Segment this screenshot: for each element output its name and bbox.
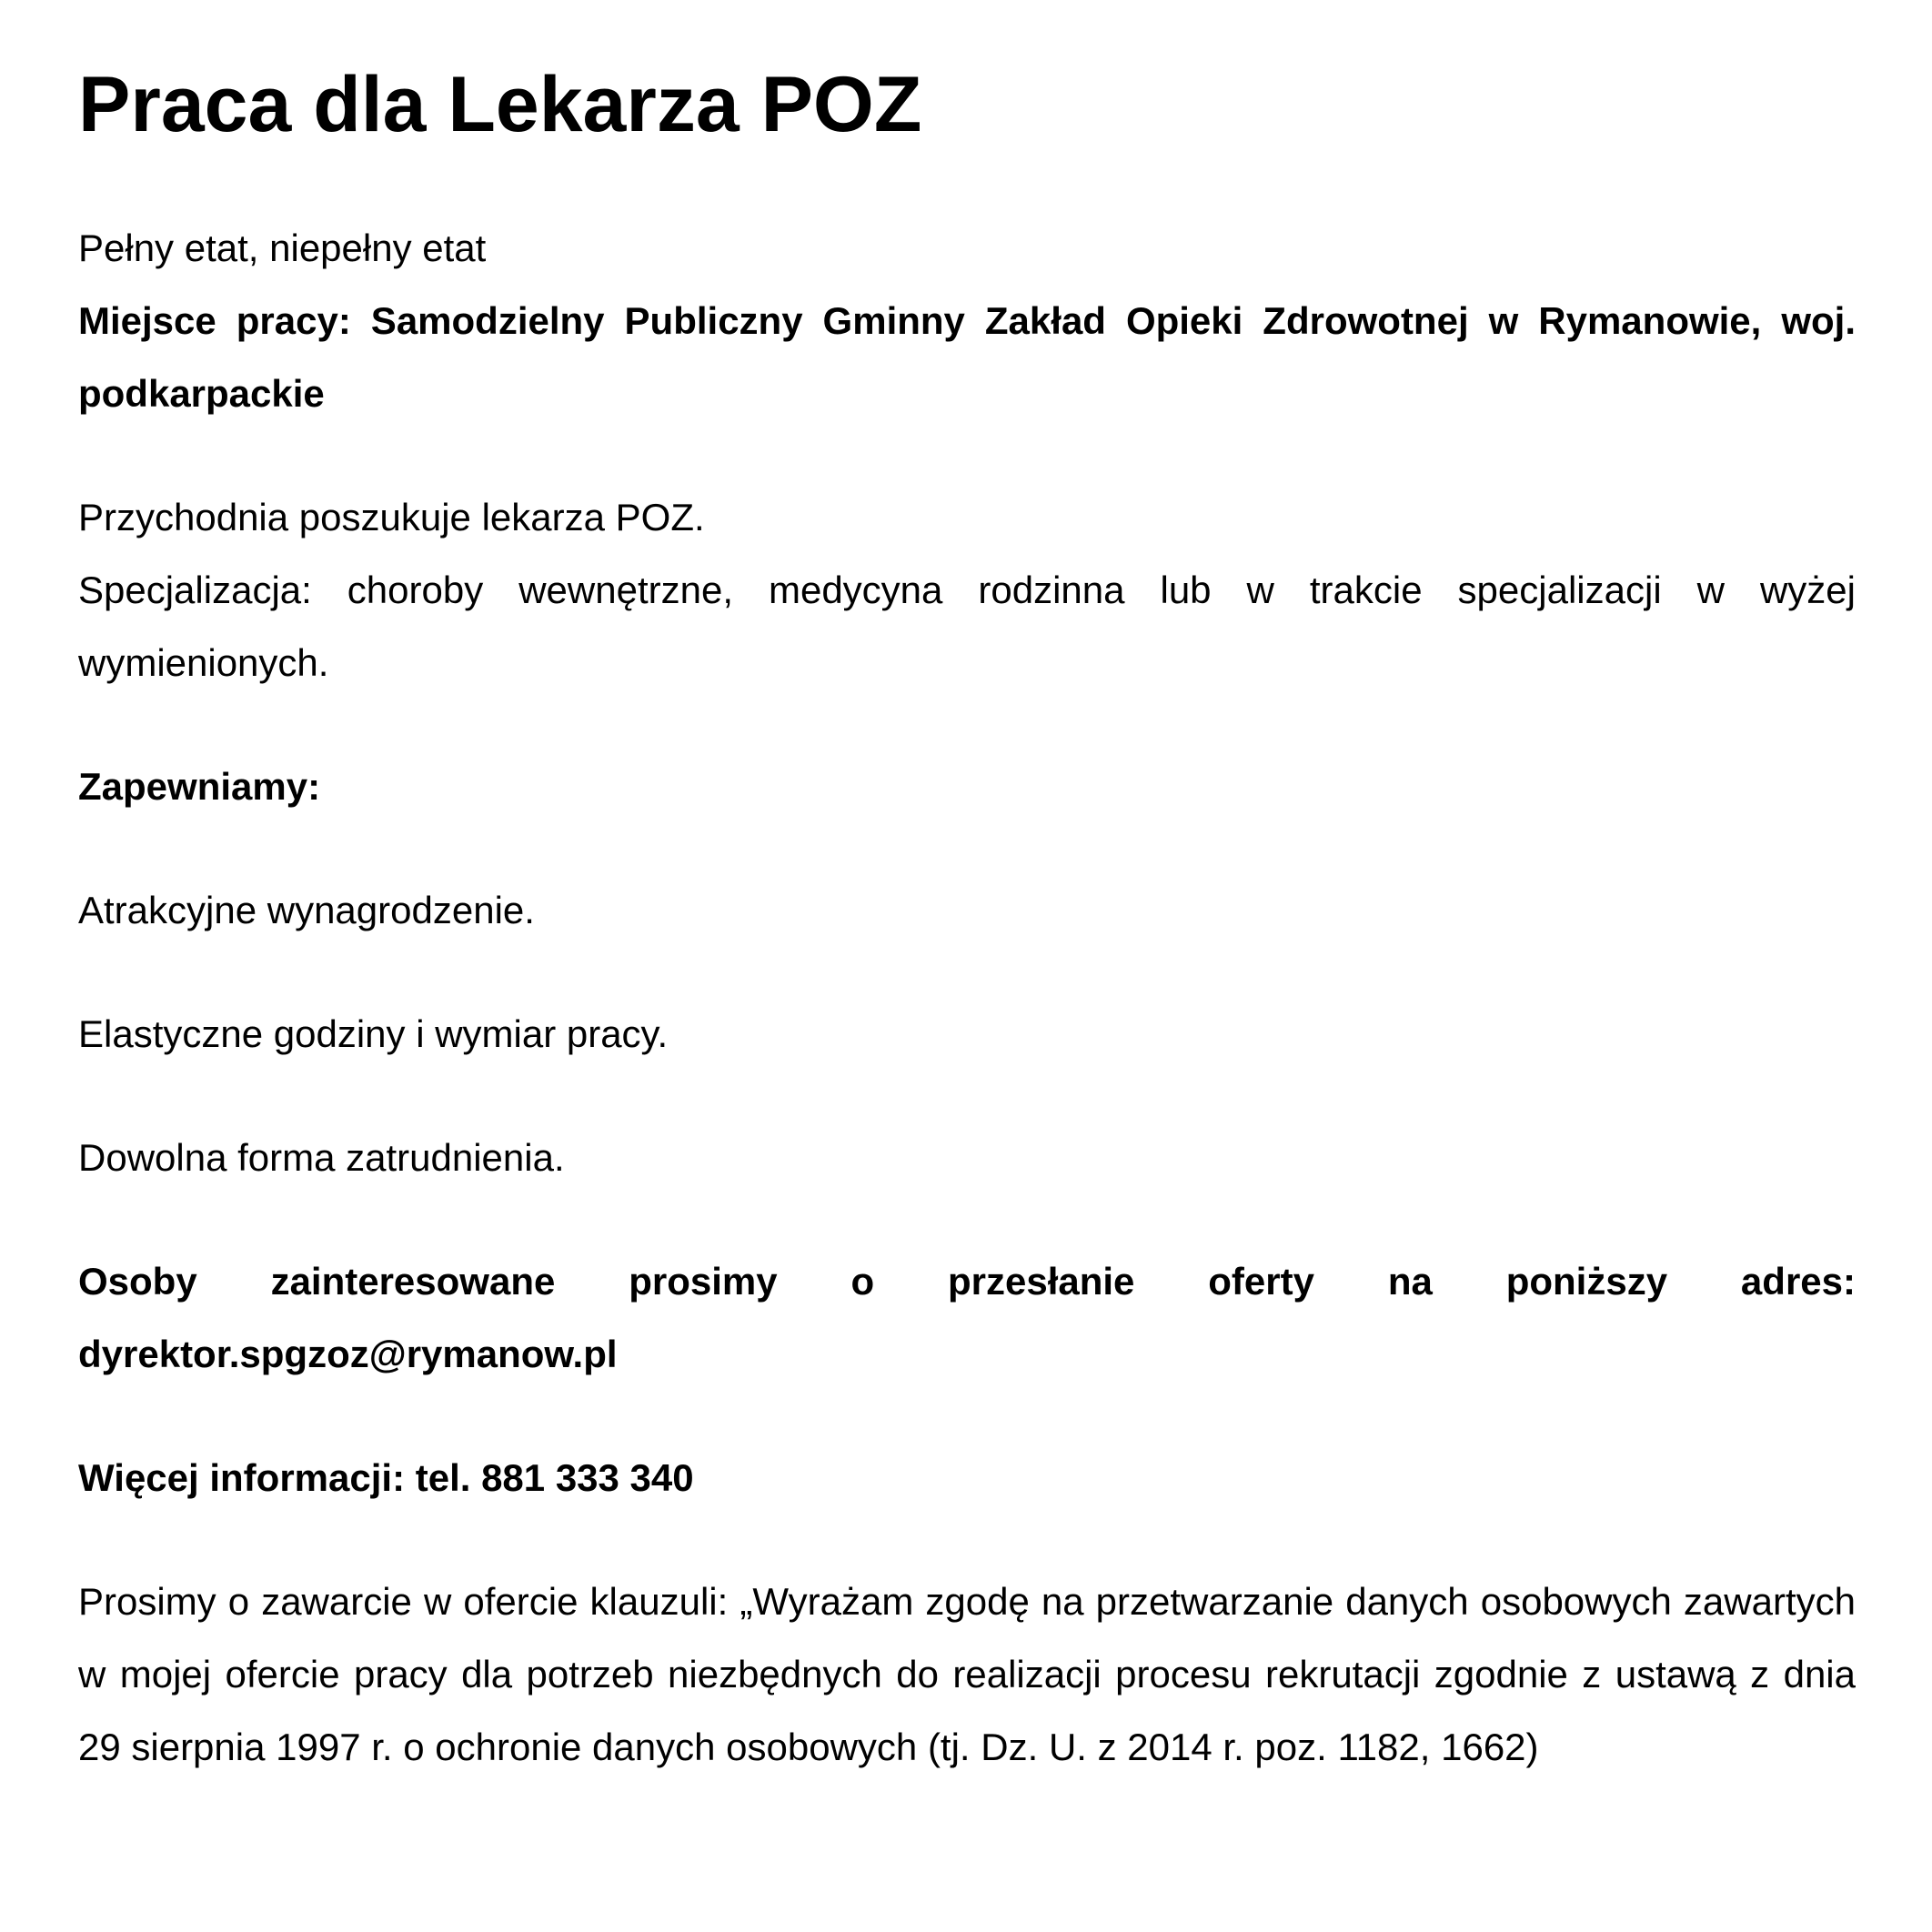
workplace-line: Miejsce pracy: Samodzielny Publiczny Gminny Zakład Opieki Zdrowotnej w Rymanowie, woj. podkarpackie — [78, 298, 1856, 415]
page-title: Praca dla Lekarza POZ — [78, 61, 922, 148]
specialization-line: Specjalizacja: choroby wewnętrzne, medycyna rodzinna lub w trakcie specjalizacji w wyżej wymienionych. — [78, 568, 1856, 684]
gdpr-clause: Prosimy o zawarcie w ofercie klauzuli: „Wyrażam zgodę na przetwarzanie danych osobowych zawartych w mojej ofercie pracy dla potrzeb niezbędnych do realizacji procesu rekrutacji zgodnie z ustawą z dnia 29 sierpnia 1997 r. o ochronie danych osobowych (tj. Dz. U. z 2014 r. poz. 1182, 1662) — [78, 1579, 1856, 1768]
intro-line: Przychodnia poszukuje lekarza POZ. — [78, 495, 705, 538]
employment-type-line: Pełny etat, niepełny etat — [78, 226, 487, 269]
offer-item-salary: Atrakcyjne wynagrodzenie. — [78, 888, 535, 931]
apply-instruction: Osoby zainteresowane prosimy o przesłanie oferty na poniższy adres: dyrektor.spgzoz@rymanow.pl — [78, 1259, 1856, 1375]
offer-item-hours: Elastyczne godziny i wymiar pracy. — [78, 1011, 669, 1055]
contact-info: Więcej informacji: tel. 881 333 340 — [78, 1455, 694, 1499]
offer-item-employment-form: Dowolna forma zatrudnienia. — [78, 1135, 565, 1179]
offer-heading: Zapewniamy: — [78, 764, 321, 808]
